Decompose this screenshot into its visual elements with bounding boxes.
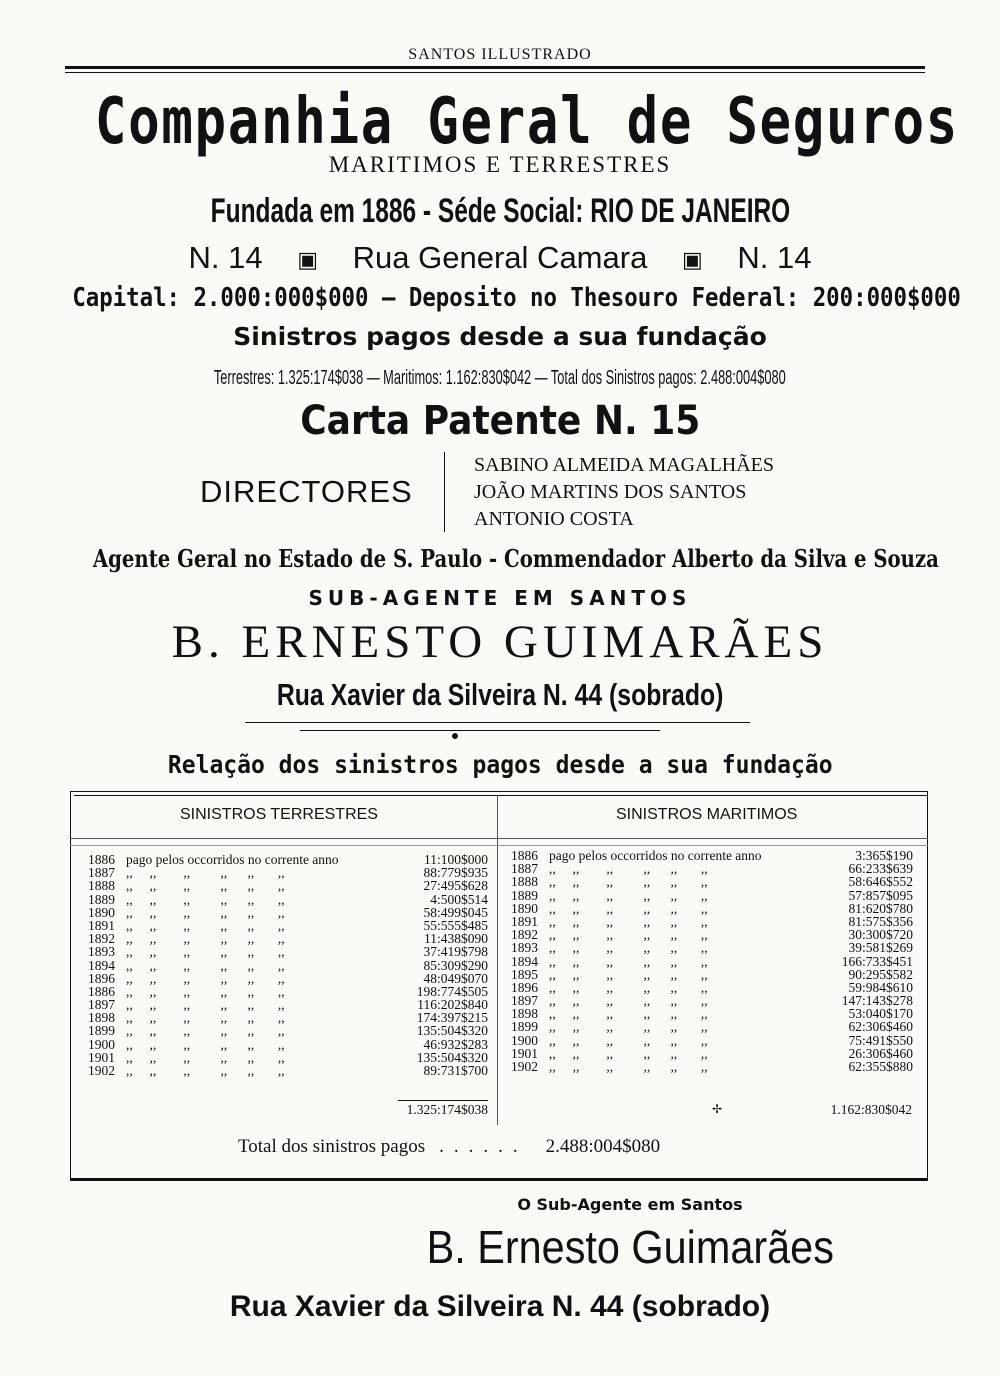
divider-rule [300,730,660,731]
row-value: 85:309$290 [423,957,488,973]
table-row [511,875,913,888]
row-year: 1896 [88,970,115,986]
row-year: 1898 [88,1010,115,1026]
row-value: 57:857$095 [848,887,913,903]
row-year: 1890 [88,904,115,920]
table-row [511,968,913,981]
carta-patente-text: Carta Patente N. 15 [299,398,701,444]
table-row [511,889,913,902]
subtotal-maritimos: 1.162:830$042 [830,1102,912,1117]
row-year: 1896 [511,979,538,995]
total-dots: ...... [439,1136,528,1157]
founded-line [0,188,1000,234]
row-ditto: ,, ,, ,, ,, ,, ,, [126,917,285,933]
terrestres-rows [88,853,488,1077]
founded-line-text: Fundada em 1886 - Séde Social: RIO DE JANEIRO [210,192,790,230]
row-year: 1897 [88,997,115,1013]
total-value: 2.488:004$080 [545,1136,661,1157]
row-ditto: ,, ,, ,, ,, ,, ,, [549,1032,708,1048]
row-year: 1886 [88,852,115,867]
address-number-left: N. 14 [188,240,263,275]
table-row [511,1020,913,1033]
footer-name-text: B. Ernesto Guimarães [426,1221,834,1273]
subtotal-terrestres: 1.325:174$038 [406,1102,488,1117]
table-row [88,1038,488,1051]
row-value: 55:555$485 [423,917,488,933]
divider-rule [245,722,750,723]
row-year: 1894 [511,953,538,969]
row-ditto: ,, ,, ,, ,, ,, ,, [126,997,285,1013]
row-ditto: ,, ,, ,, ,, ,, ,, [126,891,285,907]
company-subtitle: MARITIMOS E TERRESTRES [328,152,672,177]
row-value: 46:932$283 [423,1036,488,1052]
row-ditto: ,, ,, ,, ,, ,, ,, [126,878,285,894]
row-year: 1902 [88,1063,115,1078]
row-year: 1900 [511,1032,538,1048]
row-value: 37:419$798 [423,944,488,960]
subagente-name: B. ERNESTO GUIMARÃES [171,616,829,668]
row-value: 62:355$880 [848,1059,913,1074]
row-year: 1901 [511,1045,538,1061]
row-value: 27:495$628 [423,878,488,894]
table-row [88,1064,488,1077]
row-year: 1894 [88,957,115,973]
row-ditto: ,, ,, ,, ,, ,, ,, [549,1045,708,1061]
row-year: 1899 [511,1019,538,1035]
total-line [238,1136,660,1158]
table-row [88,893,488,906]
address-line [0,238,1000,280]
row-ditto: ,, ,, ,, ,, ,, ,, [549,1019,708,1035]
agente-line [0,542,1000,576]
row-value: 88:779$935 [423,865,488,881]
row-ditto: ,, ,, ,, ,, ,, ,, [126,1063,285,1078]
footer-address: Rua Xavier da Silveira N. 44 (sobrado) [229,1290,771,1323]
row-year: 1886 [511,848,538,863]
row-value: 81:575$356 [848,913,913,929]
table-row [511,902,913,915]
row-value: 90:295$582 [848,966,913,982]
carta-patente [0,396,1000,446]
capital-line [0,280,1000,316]
row-value: 4:500$514 [430,891,488,907]
total-label: Total dos sinistros pagos [238,1136,426,1157]
row-year: 1886 [88,983,115,999]
row-year: 1899 [88,1023,115,1039]
row-value: 59:984$610 [848,979,913,995]
row-year: 1889 [511,887,538,903]
row-year: 1893 [88,944,115,960]
row-year: 1889 [88,891,115,907]
row-description: pago pelos occorridos no corrente anno [549,848,762,863]
table-row [88,945,488,958]
footer-name [130,1216,1000,1278]
row-year: 1892 [88,931,115,947]
row-value: 174:397$215 [416,1010,488,1026]
row-value: 89:731$700 [423,1063,488,1078]
company-title-text: Companhia Geral de Seguros [94,85,959,159]
table-row [511,941,913,954]
table-row [88,879,488,892]
table-row [88,1024,488,1037]
maritimos-rows [511,849,913,1073]
row-year: 1895 [511,966,538,982]
director-name: ANTONIO COSTA [474,508,634,530]
row-value: 58:499$045 [423,904,488,920]
row-value: 11:100$000 [424,852,488,867]
row-ditto: ,, ,, ,, ,, ,, ,, [126,1010,285,1026]
row-value: 53:040$170 [848,1006,913,1022]
row-value: 26:306$460 [848,1045,913,1061]
row-ditto: ,, ,, ,, ,, ,, ,, [126,865,285,881]
row-value: 3:365$190 [855,848,913,863]
table-row [511,1034,913,1047]
row-year: 1897 [511,993,538,1009]
footer-sub-label: O Sub-Agente em Santos [517,1195,743,1214]
director-name: SABINO ALMEIDA MAGALHÃES [474,454,775,476]
address-number-right: N. 14 [737,240,812,275]
row-year: 1887 [88,865,115,881]
subagente-address [0,674,1000,716]
row-ditto: ,, ,, ,, ,, ,, ,, [126,1036,285,1052]
table-row [511,1060,913,1073]
arrow-mark-icon: ✢ [712,1102,723,1116]
row-ditto: ,, ,, ,, ,, ,, ,, [549,900,708,916]
column-header-terrestres: SINISTROS TERRESTRES [180,806,378,823]
row-value: 135:504$320 [416,1049,488,1065]
row-year: 1888 [511,874,538,890]
row-ditto: ,, ,, ,, ,, ,, ,, [549,861,708,877]
row-ditto: ,, ,, ,, ,, ,, ,, [549,953,708,969]
top-rule-thick [65,66,925,69]
row-value: 116:202$840 [417,997,488,1013]
row-value: 48:049$070 [423,970,488,986]
row-value: 166:733$451 [841,953,913,969]
directores-names [474,452,774,533]
directores-label: DIRECTORES [200,474,413,509]
row-ditto: ,, ,, ,, ,, ,, ,, [549,993,708,1009]
row-value: 58:646$552 [848,874,913,890]
row-ditto: ,, ,, ,, ,, ,, ,, [549,1006,708,1022]
row-year: 1892 [511,927,538,943]
address-street: Rua General Camara [352,240,648,275]
row-year: 1898 [511,1006,538,1022]
row-ditto: ,, ,, ,, ,, ,, ,, [549,979,708,995]
table-row [511,955,913,968]
row-ditto: ,, ,, ,, ,, ,, ,, [126,983,285,999]
row-year: 1900 [88,1036,115,1052]
row-value: 75:491$550 [848,1032,913,1048]
ornament-icon: ▣ [681,246,703,272]
table-row [88,972,488,985]
row-ditto: ,, ,, ,, ,, ,, ,, [549,940,708,956]
row-ditto: ,, ,, ,, ,, ,, ,, [126,957,285,973]
row-year: 1888 [88,878,115,894]
running-head: SANTOS ILLUSTRADO [408,46,592,63]
directores-brace [444,452,457,532]
subtotal-rule [398,1100,488,1101]
sinistros-heading: Sinistros pagos desde a sua fundação [233,322,767,351]
agente-line-text: Agente Geral no Estado de S. Paulo - Commendador Alberto da Silva e Souza [92,544,939,573]
capital-line-text: Capital: 2.000:000$000 — Deposito no Thesouro Federal: 200:000$000 [72,283,961,313]
relacao-heading-text: Relação dos sinistros pagos desde a sua fundação [167,750,833,779]
row-ditto: ,, ,, ,, ,, ,, ,, [549,927,708,943]
row-year: 1891 [88,917,115,933]
row-value: 66:233$639 [848,861,913,877]
top-rule-thin [65,72,925,73]
row-ditto: ,, ,, ,, ,, ,, ,, [126,970,285,986]
row-ditto: ,, ,, ,, ,, ,, ,, [126,1049,285,1065]
row-value: 147:143$278 [841,993,913,1009]
company-title [0,82,1000,162]
row-ditto: ,, ,, ,, ,, ,, ,, [549,874,708,890]
row-ditto: ,, ,, ,, ,, ,, ,, [126,1023,285,1039]
row-year: 1890 [511,900,538,916]
subagente-address-text: Rua Xavier da Silveira N. 44 (sobrado) [276,677,724,712]
row-value: 135:504$320 [416,1023,488,1039]
row-ditto: ,, ,, ,, ,, ,, ,, [549,913,708,929]
row-value: 30:300$720 [848,927,913,943]
row-year: 1902 [511,1059,538,1074]
row-value: 81:620$780 [848,900,913,916]
row-description: pago pelos occorridos no corrente anno [126,852,339,867]
sinistros-summary [0,364,1000,392]
row-year: 1891 [511,913,538,929]
row-year: 1893 [511,940,538,956]
table-header-rule [70,838,928,839]
relacao-heading [0,748,1000,782]
row-ditto: ,, ,, ,, ,, ,, ,, [126,931,285,947]
row-year: 1901 [88,1049,115,1065]
table-bottom-rule [70,1178,928,1180]
director-name: JOÃO MARTINS DOS SANTOS [474,481,747,503]
row-ditto: ,, ,, ,, ,, ,, ,, [549,1059,708,1074]
row-ditto: ,, ,, ,, ,, ,, ,, [549,887,708,903]
row-value: 39:581$269 [848,940,913,956]
table-row [88,906,488,919]
ornament-icon: ▣ [297,246,319,272]
row-ditto: ,, ,, ,, ,, ,, ,, [126,904,285,920]
subagente-heading: SUB-AGENTE EM SANTOS [308,586,692,610]
table-row [88,959,488,972]
row-ditto: ,, ,, ,, ,, ,, ,, [549,966,708,982]
table-header-rule [70,845,928,846]
row-ditto: ,, ,, ,, ,, ,, ,, [126,944,285,960]
column-header-maritimos: SINISTROS MARITIMOS [616,806,798,823]
row-value: 11:438$090 [424,931,488,947]
row-value: 62:306$460 [848,1019,913,1035]
row-year: 1887 [511,861,538,877]
row-value: 198:774$505 [416,983,488,999]
sinistros-summary-text: Terrestres: 1.325:174$038 — Maritimos: 1.162:830$042 — Total dos Sinistros pagos: 2.488:004$080 [214,367,786,389]
divider-dot [452,733,458,739]
